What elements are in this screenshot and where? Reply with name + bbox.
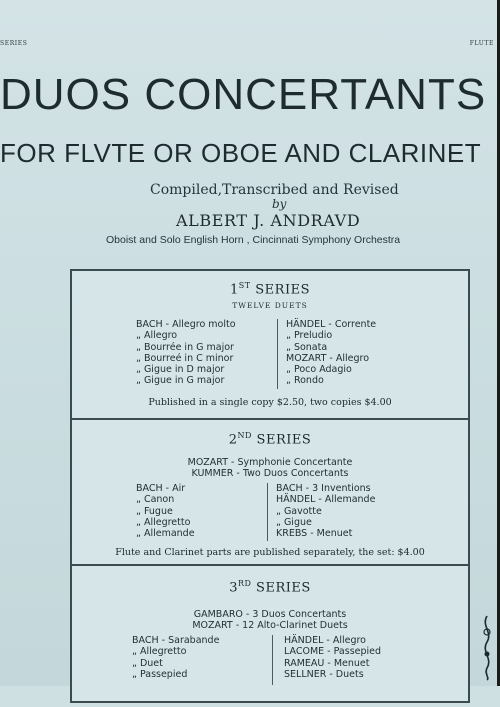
page-title: DUOS CONCERTANTS: [0, 70, 487, 119]
list-item: „ Duet: [132, 657, 163, 669]
series-2-title: 2ND SERIES: [228, 431, 312, 448]
list-item: „ Preludio: [286, 330, 333, 342]
list-item: „ Passepied: [132, 668, 188, 680]
column-divider: [272, 635, 273, 685]
list-item: „ Allemande: [136, 528, 195, 540]
series-3-left-list: [132, 635, 219, 680]
list-item: „ Poco Adagio: [286, 364, 352, 376]
section-divider: [72, 418, 468, 420]
list-item: BACH - Allegro molto: [136, 319, 236, 330]
series-corner-left: SERIES: [0, 40, 28, 47]
series-1-right-list: [286, 319, 376, 387]
series-1-title: 1ST SERIES: [230, 281, 310, 298]
list-item: HÄNDEL - Allegro: [284, 635, 366, 646]
series-3-center-list: [72, 609, 468, 632]
list-item: RAMEAU - Menuet: [284, 657, 370, 669]
series-3-right-list: [284, 635, 381, 680]
list-item: SELLNER - Duets: [284, 668, 364, 680]
series-1-subtitle: TWELVE DUETS: [232, 301, 308, 310]
series-3: [72, 567, 468, 707]
list-item: KUMMER - Two Duos Concertants: [191, 468, 349, 480]
list-item: MOZART - 12 Alto-Clarinet Duets: [192, 620, 348, 632]
list-item: KREBS - Menuet: [276, 528, 353, 540]
series-1-price-note: Published in a single copy $2.50, two copies $4.00: [148, 397, 392, 408]
list-item: BACH - Sarabande: [132, 635, 220, 646]
column-divider: [277, 319, 278, 389]
list-item: „ Allegretto: [136, 516, 191, 528]
list-item: „ Gigue in G major: [136, 375, 225, 387]
series-2-left-list: [136, 483, 195, 539]
list-item: MOZART - Symphonie Concertante: [187, 457, 353, 468]
list-item: „ Allegro: [136, 330, 178, 342]
series-2-price-note: Flute and Clarinet parts are published separately, the set: $4.00: [115, 547, 425, 558]
series-corner-right: FLUTE: [469, 40, 494, 47]
series-1-left-list: [136, 319, 236, 387]
list-item: „ Rondo: [286, 375, 324, 387]
contents-box: [70, 269, 470, 703]
series-2-center-list: [72, 457, 468, 480]
list-item: „ Bourrée in G major: [136, 341, 234, 353]
column-divider: [267, 483, 268, 541]
list-item: „ Allegretto: [132, 646, 187, 658]
list-item: „ Fugue: [136, 505, 173, 517]
list-item: „ Gavotte: [276, 505, 322, 517]
list-item: HÄNDEL - Corrente: [286, 319, 377, 330]
page-subtitle: FOR FLVTE OR OBOE AND CLARINET: [0, 138, 482, 168]
list-item: „ Bourreé in C minor: [136, 352, 234, 364]
series-3-title: 3RD SERIES: [229, 579, 311, 596]
series-1: [72, 271, 468, 417]
author-credit: Oboist and Solo English Horn , Cincinnati Symphony Orchestra: [106, 234, 401, 246]
list-item: MOZART - Allegro: [286, 352, 370, 364]
compiled-line: Compiled,Transcribed and Revised: [150, 182, 399, 198]
list-item: HÄNDEL - Allemande: [276, 494, 376, 506]
list-item: „ Gigue in D major: [136, 364, 225, 376]
list-item: GAMBARO - 3 Duos Concertants: [193, 609, 347, 620]
section-divider: [72, 564, 468, 566]
list-item: BACH - Air: [136, 483, 186, 494]
series-2-right-list: [276, 483, 375, 539]
author-name: ALBERT J. ANDRAVD: [176, 211, 361, 230]
series-2: [72, 421, 468, 563]
by-line: by: [272, 197, 287, 211]
publisher-seal-icon: [478, 612, 496, 682]
list-item: „ Gigue: [276, 516, 312, 528]
list-item: „ Canon: [136, 494, 175, 506]
list-item: „ Sonata: [286, 341, 328, 353]
list-item: BACH - 3 Inventions: [276, 483, 371, 494]
list-item: LACOME - Passepied: [284, 646, 382, 658]
